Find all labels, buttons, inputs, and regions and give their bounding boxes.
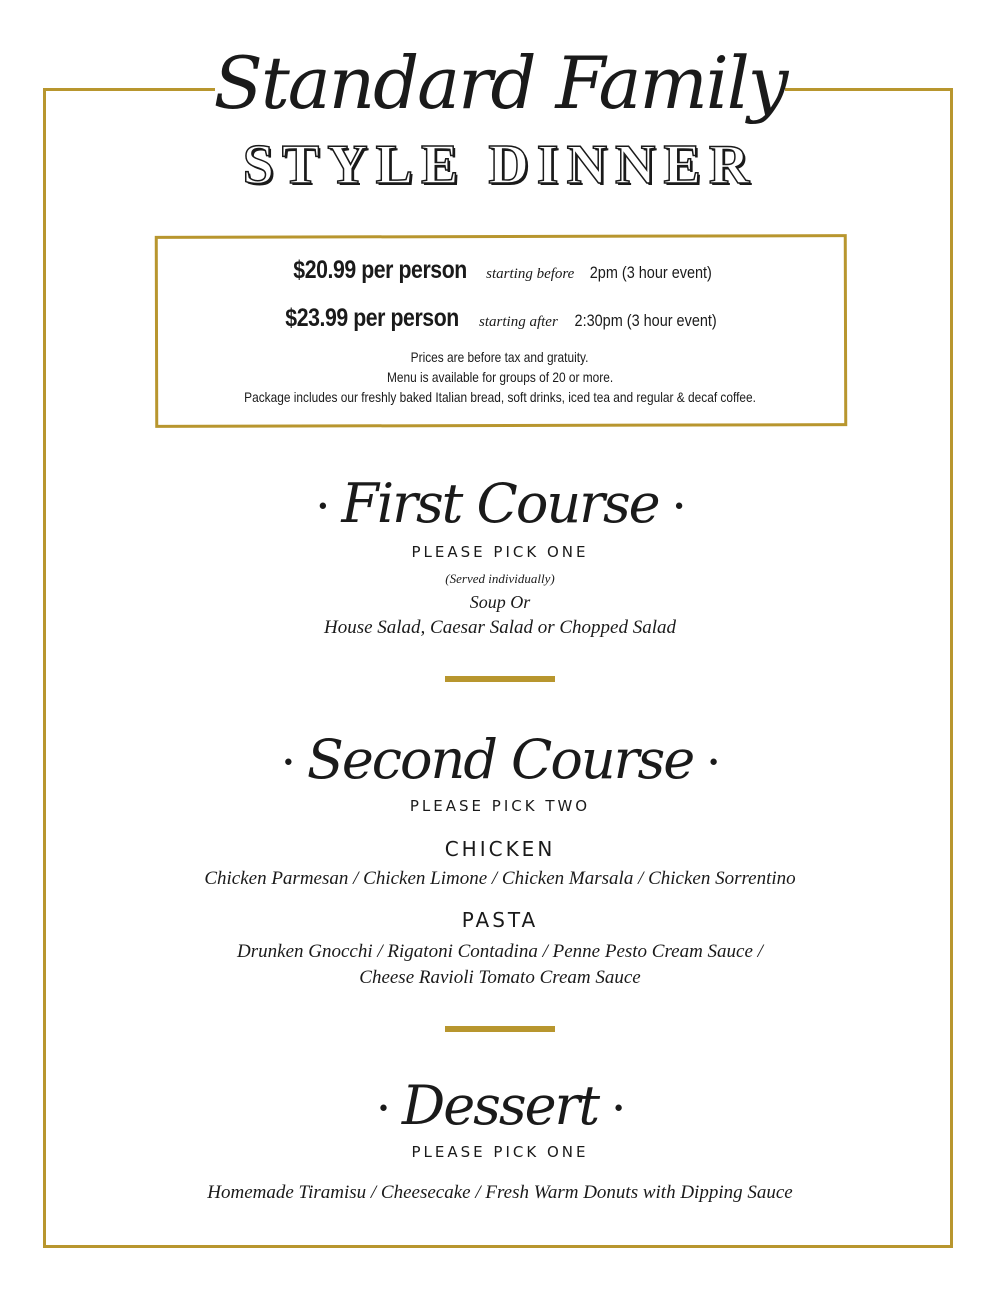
price-line-after xyxy=(0,304,1000,333)
second-course-title: • Second Course • xyxy=(281,728,719,791)
pasta-items: Drunken Gnocchi / Rigatoni Contadina / Penne Pesto Cream Sauce / xyxy=(237,941,763,962)
price-time-before: 2pm (3 hour event) xyxy=(589,263,712,282)
price-amount-before: $20.99 per person xyxy=(292,256,467,284)
chicken-category: CHICKEN xyxy=(444,837,556,861)
second-course-instruction: PLEASE PICK TWO xyxy=(409,797,591,815)
first-course-item: House Salad, Caesar Salad or Chopped Salad xyxy=(323,617,677,638)
bullet-dot: • xyxy=(376,1097,388,1122)
first-course-instruction: PLEASE PICK ONE xyxy=(411,543,589,561)
section-divider xyxy=(445,1026,555,1032)
pasta-category: PASTA xyxy=(461,908,539,932)
chicken-items: Chicken Parmesan / Chicken Limone / Chicken Marsala / Chicken Sorrentino xyxy=(204,868,796,889)
first-course-item: Soup Or xyxy=(469,592,531,612)
price-note: Package includes our freshly baked Italian bread, soft drinks, iced tea and regular & decaf coffee. xyxy=(244,389,756,405)
pasta-items: Cheese Ravioli Tomato Cream Sauce xyxy=(359,967,641,988)
dessert-title: • Dessert • xyxy=(376,1074,624,1137)
first-course-title: • First Course • xyxy=(316,472,684,535)
price-line-before xyxy=(0,256,1000,285)
section-divider xyxy=(445,676,555,682)
menu-caps-title: STYLE DINNER xyxy=(242,134,758,196)
price-amount-after: $23.99 per person xyxy=(285,304,460,332)
first-course-served-note: (Served individually) xyxy=(445,571,555,586)
bullet-dot: • xyxy=(672,495,684,520)
bullet-dot: • xyxy=(281,751,293,776)
dessert-items: Homemade Tiramisu / Cheesecake / Fresh Warm Donuts with Dipping Sauce xyxy=(207,1182,793,1203)
price-time-after: 2:30pm (3 hour event) xyxy=(574,311,717,330)
dessert-instruction: PLEASE PICK ONE xyxy=(411,1143,589,1161)
price-when-after: starting after xyxy=(479,314,558,330)
bullet-dot: • xyxy=(707,751,719,776)
price-when-before: starting before xyxy=(486,266,575,282)
bullet-dot: • xyxy=(316,495,328,520)
price-note: Prices are before tax and gratuity. xyxy=(411,349,589,365)
price-note: Menu is available for groups of 20 or more. xyxy=(386,369,614,385)
bullet-dot: • xyxy=(612,1097,624,1122)
menu-script-title: Standard Family xyxy=(213,41,787,125)
